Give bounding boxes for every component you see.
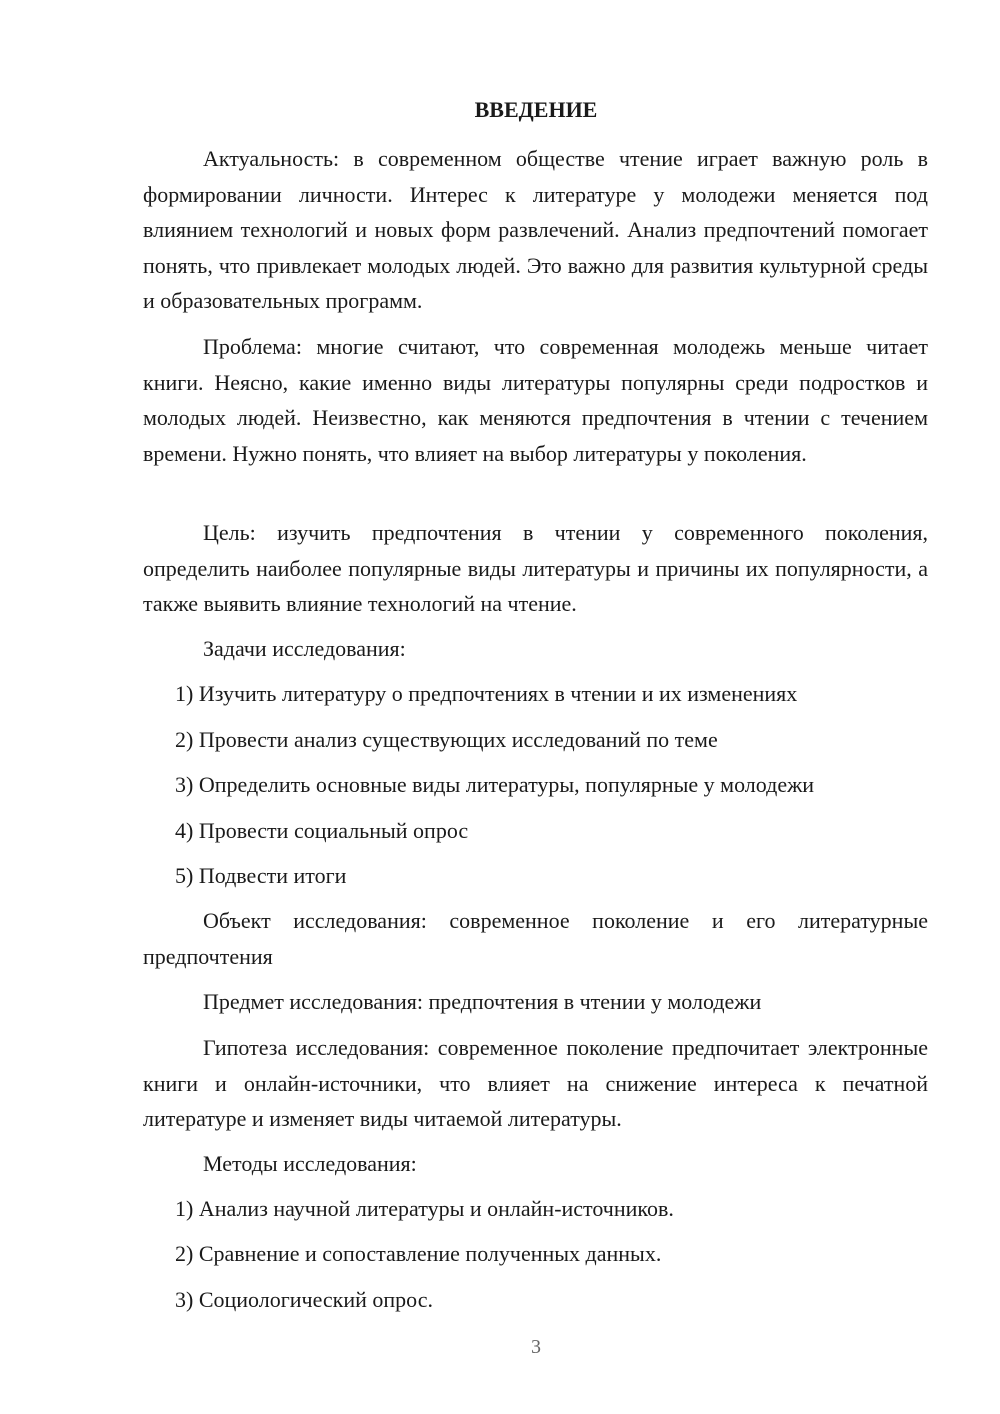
page-title: ВВЕДЕНИЕ <box>474 97 598 122</box>
tasks-heading: Задачи исследования: <box>203 636 406 661</box>
task-item-4: 4) Провести социальный опрос <box>175 818 469 843</box>
paragraph-hypothesis: Гипотеза исследования: современное поколение предпочитает электронные книги и онлайн-источники, что влияет на снижение интереса к печатной литературе и изменяет виды читаемой литературы. <box>143 1035 928 1131</box>
paragraph-subject: Предмет исследования: предпочтения в чтении у молодежи <box>203 989 762 1014</box>
task-item-5: 5) Подвести итоги <box>175 863 347 888</box>
paragraph-problem: Проблема: многие считают, что современная молодежь меньше читает книги. Неясно, какие именно виды литературы популярны среди подростков и молодых людей. Неизвестно, как меняются предпочтения в чтении с течением времени. Нужно понять, что влияет на выбор литературы у поколения. <box>143 334 928 466</box>
method-item-2: 2) Сравнение и сопоставление полученных данных. <box>175 1241 662 1266</box>
task-item-2: 2) Провести анализ существующих исследований по теме <box>175 727 718 752</box>
task-item-1: 1) Изучить литературу о предпочтениях в чтении и их изменениях <box>175 681 798 706</box>
paragraph-relevance: Актуальность: в современном обществе чтение играет важную роль в формировании личности. Интерес к литературе у молодежи меняется под влиянием технологий и новых форм развлечений. Анализ предпочтений помогает понять, что привлекает молодых людей. Это важно для развития культурной среды и образовательных программ. <box>143 146 928 313</box>
page-number: 3 <box>531 1336 541 1358</box>
method-item-3: 3) Социологический опрос. <box>175 1287 433 1312</box>
paragraph-object: Объект исследования: современное поколение и его литературные предпочтения <box>143 908 928 969</box>
method-item-1: 1) Анализ научной литературы и онлайн-источников. <box>175 1196 674 1221</box>
paragraph-goal: Цель: изучить предпочтения в чтении у современного поколения, определить наиболее популярные виды литературы и причины их популярности, а также выявить влияние технологий на чтение. <box>143 520 928 616</box>
methods-heading: Методы исследования: <box>203 1151 417 1176</box>
task-item-3: 3) Определить основные виды литературы, популярные у молодежи <box>175 772 815 797</box>
